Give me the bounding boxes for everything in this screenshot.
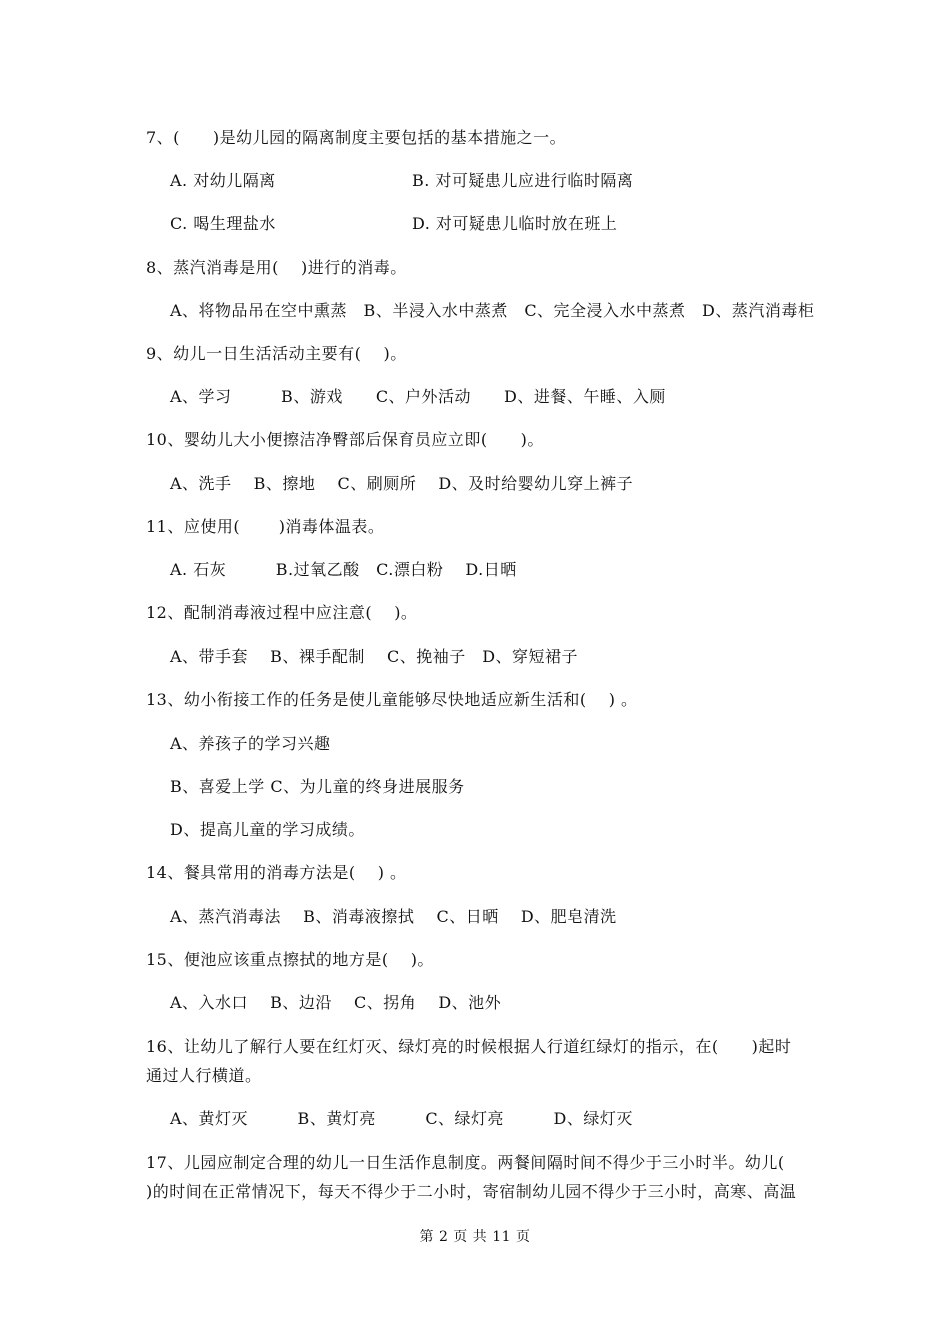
- question-12-stem: 12、配制消毒液过程中应注意( )。: [146, 603, 418, 622]
- page-footer: 第 2 页 共 11 页: [419, 1229, 531, 1245]
- question-13-stem: 13、幼小衔接工作的任务是使儿童能够尽快地适应新生活和( ) 。: [146, 690, 638, 709]
- question-7-option-b: B. 对可疑患儿应进行临时隔离: [412, 171, 634, 190]
- question-7-option-a: A. 对幼儿隔离: [170, 171, 276, 190]
- question-13-option-a: A、养孩子的学习兴趣: [170, 734, 331, 753]
- question-9-options: A、学习 B、游戏 C、户外活动 D、进餐、午睡、入厕: [170, 387, 666, 406]
- question-7-stem: 7、( )是幼儿园的隔离制度主要包括的基本措施之一。: [146, 128, 567, 147]
- question-8-stem: 8、蒸汽消毒是用( )进行的消毒。: [146, 258, 407, 277]
- question-15-stem: 15、便池应该重点擦拭的地方是( )。: [146, 950, 434, 969]
- question-16-stem-line1: 16、让幼儿了解行人要在红灯灭、绿灯亮的时候根据人行道红绿灯的指示，在( )起时: [146, 1037, 792, 1056]
- question-14-options: A、蒸汽消毒法 B、消毒液擦拭 C、日晒 D、肥皂清洗: [170, 907, 617, 926]
- question-17-stem-line1: 17、儿园应制定合理的幼儿一日生活作息制度。两餐间隔时间不得少于三小时半。幼儿(: [146, 1153, 785, 1172]
- question-16-options: A、黄灯灭 B、黄灯亮 C、绿灯亮 D、绿灯灭: [170, 1109, 633, 1128]
- question-8-options: A、将物品吊在空中熏蒸 B、半浸入水中蒸煮 C、完全浸入水中蒸煮 D、蒸汽消毒柜: [170, 301, 815, 320]
- question-16-stem-line2: 通过人行横道。: [146, 1066, 262, 1085]
- question-10-stem: 10、婴幼儿大小便擦洁净臀部后保育员应立即( )。: [146, 430, 544, 449]
- question-10-options: A、洗手 B、擦地 C、刷厕所 D、及时给婴幼儿穿上裤子: [170, 474, 634, 493]
- question-13-option-bc: B、喜爱上学 C、为儿童的终身进展服务: [170, 777, 465, 796]
- question-7-option-c: C. 喝生理盐水: [170, 214, 276, 233]
- question-12-options: A、带手套 B、裸手配制 C、挽袖子 D、穿短裙子: [170, 647, 579, 666]
- question-7-option-d: D. 对可疑患儿临时放在班上: [412, 214, 618, 233]
- question-17-stem-line2: )的时间在正常情况下，每天不得少于二小时，寄宿制幼儿园不得少于三小时，高寒、高温: [146, 1182, 797, 1201]
- question-11-options: A. 石灰 B.过氧乙酸 C.漂白粉 D.日晒: [170, 560, 517, 579]
- question-13-option-d: D、提高儿童的学习成绩。: [170, 820, 365, 839]
- question-15-options: A、入水口 B、边沿 C、拐角 D、池外: [170, 993, 502, 1012]
- question-9-stem: 9、幼儿一日生活活动主要有( )。: [146, 344, 407, 363]
- question-14-stem: 14、餐具常用的消毒方法是( ) 。: [146, 863, 407, 882]
- question-11-stem: 11、应使用( )消毒体温表。: [146, 517, 385, 536]
